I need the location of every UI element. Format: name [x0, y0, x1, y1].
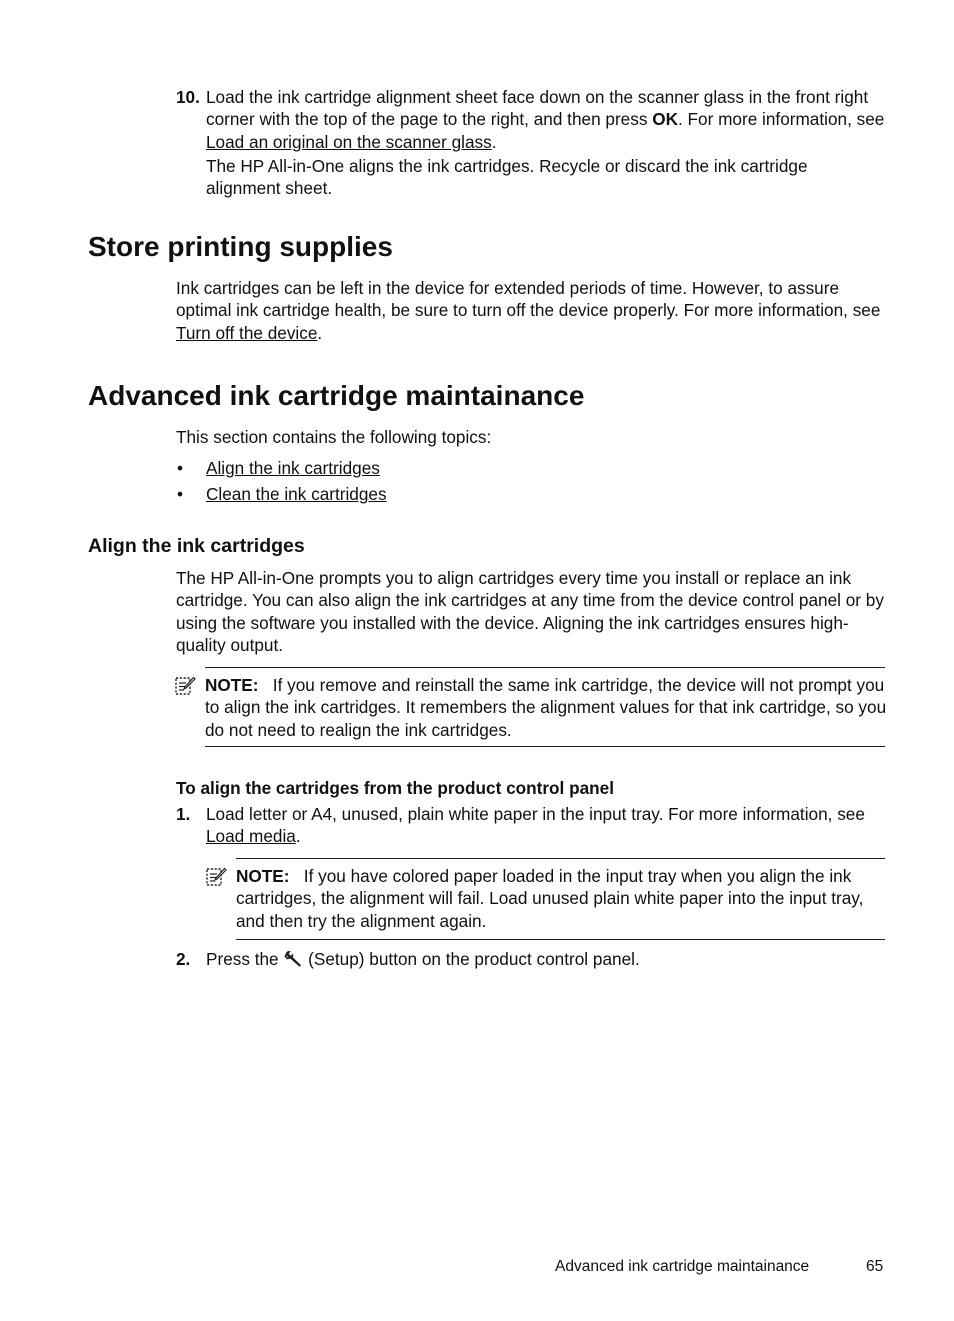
wrench-icon	[283, 950, 303, 968]
store-supplies-text: Ink cartridges can be left in the device for extended periods of time. However, to assure optimal ink cartridge health, be sure to turn off the device properly. For more information, see	[176, 278, 881, 321]
step-1-text-end: .	[295, 826, 301, 847]
step-1-text-main: Load letter or A4, unused, plain white paper in the input tray. For more information, see	[206, 804, 865, 824]
step-1-text	[206, 803, 886, 848]
store-supplies-paragraph	[176, 277, 888, 344]
align-paragraph: The HP All-in-One prompts you to align cartridges every time you install or replace an ink cartridge. You can also align the ink cartridges at any time from the device control panel or by using the software you installed with the device. Aligning the ink cartridges ensures high-quality output.	[176, 568, 884, 655]
store-supplies-text-end: .	[317, 322, 323, 343]
align-heading: Align the ink cartridges	[88, 535, 305, 557]
step-10-text-end: .	[491, 131, 497, 152]
step-10-result: The HP All-in-One aligns the ink cartridges. Recycle or discard the ink cartridge alignment sheet.	[206, 156, 808, 199]
step-10-text-part2: . For more information, see	[678, 109, 885, 130]
step-number: 1.	[176, 804, 191, 824]
topic-link-clean[interactable]: Clean the ink cartridges	[206, 484, 387, 504]
topics-intro: This section contains the following topics:	[176, 427, 492, 447]
note-2	[236, 865, 888, 932]
procedure-heading: To align the cartridges from the product control panel	[176, 778, 614, 798]
note-top-divider	[236, 858, 885, 859]
note-1	[205, 674, 887, 741]
note-label: NOTE:	[205, 675, 259, 695]
bullet-marker: •	[177, 458, 184, 478]
load-media-link[interactable]: Load media	[206, 826, 296, 847]
turn-off-device-link[interactable]: Turn off the device	[176, 322, 318, 343]
note-bottom-divider	[236, 939, 885, 940]
note-label: NOTE:	[236, 866, 290, 886]
footer-section-title: Advanced ink cartridge maintainance	[555, 1258, 810, 1275]
note-icon	[174, 675, 196, 697]
note-top-divider	[205, 667, 885, 668]
store-supplies-heading: Store printing supplies	[88, 231, 393, 262]
step-2-text-post: (Setup) button on the product control panel.	[303, 949, 640, 969]
step-10-text-part1: Load the ink cartridge alignment sheet face down on the scanner glass in the front right corner with the top of the page to the right, and then press	[206, 87, 869, 130]
note-bottom-divider	[205, 746, 885, 747]
page-number: 65	[866, 1258, 884, 1275]
note-icon	[205, 866, 227, 888]
step-2-text	[206, 948, 886, 970]
note-1-text: If you remove and reinstall the same ink cartridge, the device will not prompt you to align the ink cartridges. It remembers the alignment values for that ink cartridge, so you do not need to realign the ink cartridges.	[205, 675, 887, 740]
load-original-link[interactable]: Load an original on the scanner glass	[206, 131, 492, 152]
ok-button-name: OK	[652, 109, 678, 130]
note-2-text: If you have colored paper loaded in the input tray when you align the ink cartridges, the alignment will fail. Load unused plain white paper into the input tray, and then try the alignment again.	[236, 866, 864, 931]
advanced-maintenance-heading: Advanced ink cartridge maintainance	[88, 380, 585, 411]
bullet-marker: •	[177, 484, 184, 504]
topic-link-align[interactable]: Align the ink cartridges	[206, 458, 380, 478]
step-number: 10.	[176, 87, 200, 107]
step-number: 2.	[176, 949, 191, 969]
step-10-text	[206, 86, 886, 153]
step-2-text-pre: Press the	[206, 949, 284, 969]
